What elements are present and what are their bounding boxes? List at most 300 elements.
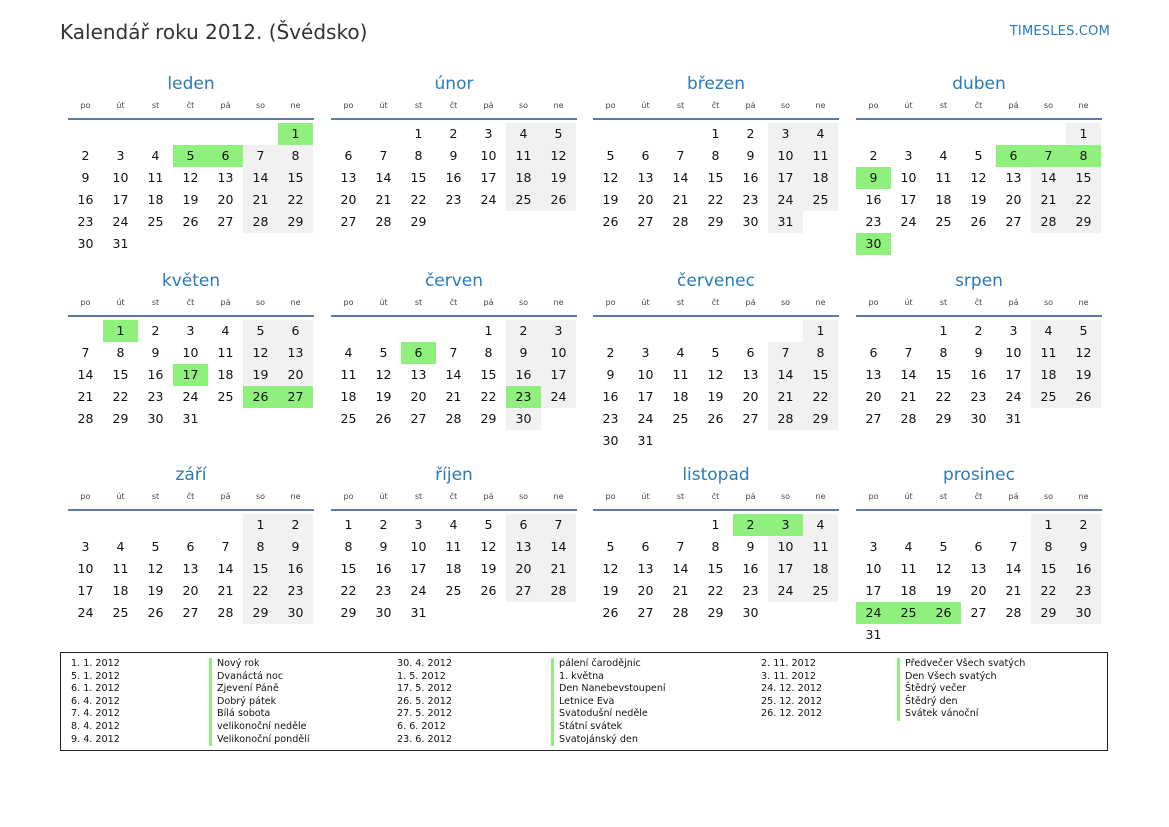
day-cell: 20 xyxy=(182,583,199,598)
empty-cell xyxy=(996,514,1031,536)
weekday-label: út xyxy=(641,101,650,110)
day-grid xyxy=(331,320,577,430)
day-cell: 28 xyxy=(1005,605,1022,620)
legend-holiday-name: Štědrý večer xyxy=(897,683,1025,696)
empty-cell xyxy=(891,320,926,342)
day-cell: 23 xyxy=(602,411,619,426)
day-cell: 25 xyxy=(1031,386,1066,408)
weekday-label: čt xyxy=(186,101,195,110)
day-cell: 9 xyxy=(974,345,983,360)
legend-holiday-name: Nový rok xyxy=(209,658,310,671)
day-cell: 13 xyxy=(182,561,199,576)
weekday-label: po xyxy=(343,101,354,110)
empty-cell xyxy=(768,320,803,342)
empty-cell xyxy=(593,123,628,145)
weekday-header xyxy=(331,98,577,120)
day-cell: 12 xyxy=(707,367,724,382)
day-cell: 17 xyxy=(77,583,94,598)
day-cell: 12 xyxy=(182,170,199,185)
weekday-label: so xyxy=(255,298,266,307)
day-cell: 15 xyxy=(112,367,129,382)
day-cell: 19 xyxy=(480,561,497,576)
day-cell: 28 xyxy=(768,408,803,430)
day-cell: 26 xyxy=(541,189,576,211)
legend-holiday-name: Den Nanebevstoupení xyxy=(551,683,666,696)
empty-cell xyxy=(961,123,996,145)
day-cell: 29 xyxy=(112,411,129,426)
day-cell: 6 xyxy=(641,148,650,163)
day-cell: 14 xyxy=(768,364,803,386)
weekday-label: ne xyxy=(553,101,564,110)
weekday-label: út xyxy=(641,492,650,501)
day-cell: 29 xyxy=(278,211,313,233)
month-name: listopad xyxy=(682,465,750,485)
day-cell: 7 xyxy=(768,342,803,364)
day-cell: 9 xyxy=(746,148,755,163)
weekday-label: so xyxy=(1043,492,1054,501)
legend-names-column xyxy=(209,658,310,746)
day-cell: 14 xyxy=(1031,167,1066,189)
empty-cell xyxy=(628,320,663,342)
day-cell: 2 xyxy=(151,323,160,338)
day-cell: 12 xyxy=(147,561,164,576)
day-grid xyxy=(331,123,577,233)
day-cell: 7 xyxy=(676,148,685,163)
weekday-label: čt xyxy=(449,298,458,307)
weekday-label: út xyxy=(116,101,125,110)
empty-cell xyxy=(593,514,628,536)
day-cell: 3 xyxy=(81,539,90,554)
legend-holiday-name: Štědrý den xyxy=(897,696,1025,709)
day-cell: 11 xyxy=(900,561,917,576)
day-cell: 21 xyxy=(1031,189,1066,211)
day-cell: 16 xyxy=(742,561,759,576)
day-cell: 19 xyxy=(707,389,724,404)
day-cell: 14 xyxy=(243,167,278,189)
day-cell: 22 xyxy=(803,386,838,408)
day-cell: 26 xyxy=(926,602,961,624)
day-cell: 30 xyxy=(602,433,619,448)
day-grid xyxy=(856,514,1102,646)
day-cell: 2 xyxy=(81,148,90,163)
day-cell: 12 xyxy=(970,170,987,185)
day-cell: 24 xyxy=(856,602,891,624)
empty-cell xyxy=(663,123,698,145)
weekday-label: po xyxy=(80,298,91,307)
day-cell: 21 xyxy=(77,389,94,404)
day-cell: 16 xyxy=(278,558,313,580)
empty-cell xyxy=(138,123,173,145)
day-cell: 4 xyxy=(939,148,948,163)
empty-cell xyxy=(628,514,663,536)
empty-cell xyxy=(68,514,103,536)
day-cell: 9 xyxy=(81,170,90,185)
weekday-label: út xyxy=(904,298,913,307)
day-cell: 2 xyxy=(1066,514,1101,536)
day-cell: 21 xyxy=(672,583,689,598)
day-cell: 26 xyxy=(602,214,619,229)
empty-cell xyxy=(663,514,698,536)
day-cell: 31 xyxy=(182,411,199,426)
day-cell: 9 xyxy=(449,148,458,163)
day-cell: 11 xyxy=(147,170,164,185)
day-cell: 29 xyxy=(340,605,357,620)
day-grid xyxy=(68,123,314,255)
day-cell: 8 xyxy=(803,342,838,364)
day-cell: 23 xyxy=(375,583,392,598)
weekday-label: čt xyxy=(186,298,195,307)
day-cell: 12 xyxy=(243,342,278,364)
legend-holiday-name: Státní svátek xyxy=(551,721,666,734)
day-cell: 19 xyxy=(602,192,619,207)
weekday-label: pá xyxy=(220,492,231,501)
day-cell: 5 xyxy=(151,539,160,554)
legend-date: 1. 5. 2012 xyxy=(397,670,446,682)
day-cell: 27 xyxy=(182,605,199,620)
empty-cell xyxy=(593,320,628,342)
day-cell: 28 xyxy=(375,214,392,229)
empty-cell xyxy=(856,514,891,536)
day-cell: 7 xyxy=(81,345,90,360)
day-cell: 8 xyxy=(484,345,493,360)
day-cell: 18 xyxy=(803,558,838,580)
day-cell: 3 xyxy=(186,323,195,338)
day-cell: 14 xyxy=(445,367,462,382)
weekday-label: ne xyxy=(1078,492,1089,501)
day-cell: 30 xyxy=(742,214,759,229)
day-grid xyxy=(593,320,839,452)
day-cell: 20 xyxy=(278,364,313,386)
day-cell: 20 xyxy=(1005,192,1022,207)
day-cell: 20 xyxy=(637,192,654,207)
day-cell: 12 xyxy=(935,561,952,576)
day-cell: 8 xyxy=(711,148,720,163)
day-cell: 16 xyxy=(375,561,392,576)
day-cell: 22 xyxy=(278,189,313,211)
day-cell: 12 xyxy=(480,539,497,554)
day-cell: 30 xyxy=(278,602,313,624)
day-cell: 19 xyxy=(970,192,987,207)
day-cell: 6 xyxy=(401,342,436,364)
weekday-label: po xyxy=(605,101,616,110)
day-cell: 31 xyxy=(410,605,427,620)
day-cell: 17 xyxy=(541,364,576,386)
day-cell: 5 xyxy=(939,539,948,554)
day-cell: 18 xyxy=(445,561,462,576)
day-cell: 9 xyxy=(151,345,160,360)
day-cell: 2 xyxy=(379,517,388,532)
weekday-label: út xyxy=(116,492,125,501)
day-cell: 4 xyxy=(676,345,685,360)
day-cell: 28 xyxy=(900,411,917,426)
legend-holiday-name: Velikonoční pondělí xyxy=(209,734,310,747)
weekday-label: pá xyxy=(483,492,494,501)
empty-cell xyxy=(243,123,278,145)
day-cell: 6 xyxy=(974,539,983,554)
empty-cell xyxy=(331,320,366,342)
day-cell: 13 xyxy=(970,561,987,576)
day-grid xyxy=(68,514,314,624)
day-cell: 24 xyxy=(182,389,199,404)
month-3 xyxy=(856,72,1102,255)
day-cell: 4 xyxy=(151,148,160,163)
legend-dates-column xyxy=(71,658,120,746)
weekday-label: ne xyxy=(815,101,826,110)
day-cell: 10 xyxy=(1005,345,1022,360)
month-5 xyxy=(331,269,577,430)
weekday-header xyxy=(593,295,839,317)
weekday-header xyxy=(331,295,577,317)
day-cell: 8 xyxy=(711,539,720,554)
weekday-label: út xyxy=(379,298,388,307)
day-cell: 10 xyxy=(410,539,427,554)
day-cell: 20 xyxy=(506,558,541,580)
brand-link[interactable]: TIMESLES.COM xyxy=(1009,24,1110,39)
empty-cell xyxy=(208,123,243,145)
day-cell: 15 xyxy=(803,364,838,386)
legend-holiday-name: Letnice Eva xyxy=(551,696,666,709)
empty-cell xyxy=(173,123,208,145)
month-name: říjen xyxy=(435,465,473,485)
day-cell: 1 xyxy=(484,323,493,338)
day-cell: 8 xyxy=(939,345,948,360)
empty-cell xyxy=(1031,123,1066,145)
weekday-label: ne xyxy=(290,101,301,110)
legend-date: 6. 1. 2012 xyxy=(71,683,120,695)
empty-cell xyxy=(663,320,698,342)
weekday-label: čt xyxy=(711,492,720,501)
day-cell: 23 xyxy=(77,214,94,229)
day-cell: 1 xyxy=(803,320,838,342)
weekday-label: pá xyxy=(745,298,756,307)
day-cell: 11 xyxy=(112,561,129,576)
day-grid xyxy=(593,514,839,624)
weekday-label: čt xyxy=(186,492,195,501)
day-cell: 11 xyxy=(935,170,952,185)
day-cell: 28 xyxy=(445,411,462,426)
day-cell: 25 xyxy=(891,602,926,624)
day-cell: 20 xyxy=(970,583,987,598)
day-cell: 24 xyxy=(768,189,803,211)
day-cell: 14 xyxy=(900,367,917,382)
day-cell: 26 xyxy=(147,605,164,620)
day-cell: 7 xyxy=(676,539,685,554)
day-cell: 24 xyxy=(112,214,129,229)
day-cell: 11 xyxy=(803,536,838,558)
day-cell: 17 xyxy=(1005,367,1022,382)
day-cell: 4 xyxy=(449,517,458,532)
day-cell: 8 xyxy=(1066,145,1101,167)
day-cell: 11 xyxy=(217,345,234,360)
day-cell: 4 xyxy=(803,123,838,145)
weekday-label: pá xyxy=(483,101,494,110)
weekday-label: pá xyxy=(1008,101,1019,110)
day-cell: 1 xyxy=(939,323,948,338)
month-name: prosinec xyxy=(943,465,1015,485)
empty-cell xyxy=(173,514,208,536)
legend-date: 6. 4. 2012 xyxy=(71,695,120,707)
day-cell: 10 xyxy=(480,148,497,163)
day-cell: 15 xyxy=(1066,167,1101,189)
day-cell: 13 xyxy=(637,561,654,576)
day-grid xyxy=(331,514,577,624)
empty-cell xyxy=(733,320,768,342)
weekday-label: čt xyxy=(711,101,720,110)
day-cell: 6 xyxy=(278,320,313,342)
day-cell: 11 xyxy=(672,367,689,382)
day-cell: 27 xyxy=(506,580,541,602)
day-cell: 29 xyxy=(1031,602,1066,624)
weekday-label: so xyxy=(780,492,791,501)
day-cell: 4 xyxy=(1031,320,1066,342)
legend-holiday-name: pálení čarodějnic xyxy=(551,658,666,671)
day-cell: 11 xyxy=(506,145,541,167)
month-name: květen xyxy=(161,271,221,291)
day-cell: 1 xyxy=(414,126,423,141)
holiday-legend xyxy=(60,652,1108,751)
day-cell: 9 xyxy=(746,539,755,554)
empty-cell xyxy=(926,514,961,536)
weekday-label: út xyxy=(641,298,650,307)
day-cell: 23 xyxy=(970,389,987,404)
day-cell: 11 xyxy=(1031,342,1066,364)
weekday-header xyxy=(68,489,314,511)
day-cell: 4 xyxy=(344,345,353,360)
day-cell: 2 xyxy=(746,126,755,141)
day-cell: 13 xyxy=(340,170,357,185)
empty-cell xyxy=(926,123,961,145)
day-cell: 17 xyxy=(637,389,654,404)
month-8 xyxy=(68,463,314,624)
day-cell: 24 xyxy=(480,192,497,207)
month-name: duben xyxy=(952,74,1006,94)
day-cell: 12 xyxy=(602,561,619,576)
day-cell: 19 xyxy=(602,583,619,598)
day-cell: 18 xyxy=(147,192,164,207)
day-cell: 15 xyxy=(410,170,427,185)
legend-date: 30. 4. 2012 xyxy=(397,658,452,669)
legend-holiday-name: Svatodušní neděle xyxy=(551,708,666,721)
weekday-header xyxy=(856,489,1102,511)
weekday-label: so xyxy=(780,298,791,307)
day-cell: 6 xyxy=(208,145,243,167)
day-cell: 25 xyxy=(803,580,838,602)
day-cell: 19 xyxy=(935,583,952,598)
day-cell: 8 xyxy=(414,148,423,163)
day-cell: 27 xyxy=(217,214,234,229)
day-cell: 31 xyxy=(1005,411,1022,426)
weekday-label: so xyxy=(1043,101,1054,110)
weekday-label: pá xyxy=(745,492,756,501)
legend-date: 27. 5. 2012 xyxy=(397,708,452,720)
weekday-label: st xyxy=(939,298,948,307)
day-cell: 21 xyxy=(217,583,234,598)
day-cell: 7 xyxy=(541,514,576,536)
day-cell: 27 xyxy=(410,411,427,426)
day-cell: 17 xyxy=(480,170,497,185)
weekday-label: čt xyxy=(974,298,983,307)
day-cell: 12 xyxy=(375,367,392,382)
day-cell: 7 xyxy=(221,539,230,554)
day-cell: 23 xyxy=(742,583,759,598)
weekday-label: pá xyxy=(1008,298,1019,307)
day-cell: 13 xyxy=(865,367,882,382)
weekday-label: pá xyxy=(1008,492,1019,501)
weekday-label: po xyxy=(80,101,91,110)
day-cell: 19 xyxy=(243,364,278,386)
empty-cell xyxy=(628,123,663,145)
weekday-label: so xyxy=(1043,298,1054,307)
weekday-label: ne xyxy=(553,298,564,307)
day-cell: 5 xyxy=(974,148,983,163)
weekday-label: st xyxy=(676,492,685,501)
weekday-label: so xyxy=(255,492,266,501)
day-cell: 28 xyxy=(672,214,689,229)
day-cell: 6 xyxy=(869,345,878,360)
day-cell: 6 xyxy=(186,539,195,554)
day-cell: 1 xyxy=(711,126,720,141)
day-cell: 9 xyxy=(278,536,313,558)
day-cell: 11 xyxy=(340,367,357,382)
day-cell: 3 xyxy=(869,539,878,554)
weekday-label: po xyxy=(868,101,879,110)
day-cell: 18 xyxy=(217,367,234,382)
day-cell: 18 xyxy=(112,583,129,598)
month-name: září xyxy=(175,465,207,485)
day-cell: 5 xyxy=(606,148,615,163)
day-cell: 4 xyxy=(116,539,125,554)
day-cell: 23 xyxy=(742,192,759,207)
day-cell: 14 xyxy=(672,561,689,576)
day-cell: 9 xyxy=(606,367,615,382)
empty-cell xyxy=(366,123,401,145)
weekday-label: pá xyxy=(220,298,231,307)
day-cell: 21 xyxy=(243,189,278,211)
legend-date: 6. 6. 2012 xyxy=(397,720,446,732)
day-cell: 26 xyxy=(970,214,987,229)
day-cell: 6 xyxy=(746,345,755,360)
day-cell: 15 xyxy=(340,561,357,576)
weekday-label: po xyxy=(868,298,879,307)
legend-date: 3. 11. 2012 xyxy=(761,670,816,682)
day-cell: 2 xyxy=(278,514,313,536)
empty-cell xyxy=(436,320,471,342)
day-cell: 15 xyxy=(707,170,724,185)
month-4 xyxy=(68,269,314,430)
day-cell: 3 xyxy=(904,148,913,163)
day-cell: 17 xyxy=(410,561,427,576)
day-cell: 6 xyxy=(506,514,541,536)
day-cell: 20 xyxy=(340,192,357,207)
day-cell: 10 xyxy=(112,170,129,185)
empty-cell xyxy=(68,123,103,145)
day-cell: 2 xyxy=(869,148,878,163)
day-cell: 5 xyxy=(1066,320,1101,342)
day-cell: 13 xyxy=(217,170,234,185)
day-cell: 1 xyxy=(1031,514,1066,536)
day-cell: 21 xyxy=(375,192,392,207)
day-grid xyxy=(856,123,1102,255)
day-cell: 3 xyxy=(484,126,493,141)
legend-date: 7. 4. 2012 xyxy=(71,708,120,720)
day-cell: 15 xyxy=(707,561,724,576)
day-cell: 3 xyxy=(768,123,803,145)
day-cell: 14 xyxy=(217,561,234,576)
month-name: srpen xyxy=(955,271,1003,291)
legend-holiday-name: Svatojánský den xyxy=(551,734,666,747)
day-cell: 6 xyxy=(344,148,353,163)
legend-date: 25. 12. 2012 xyxy=(761,695,823,707)
